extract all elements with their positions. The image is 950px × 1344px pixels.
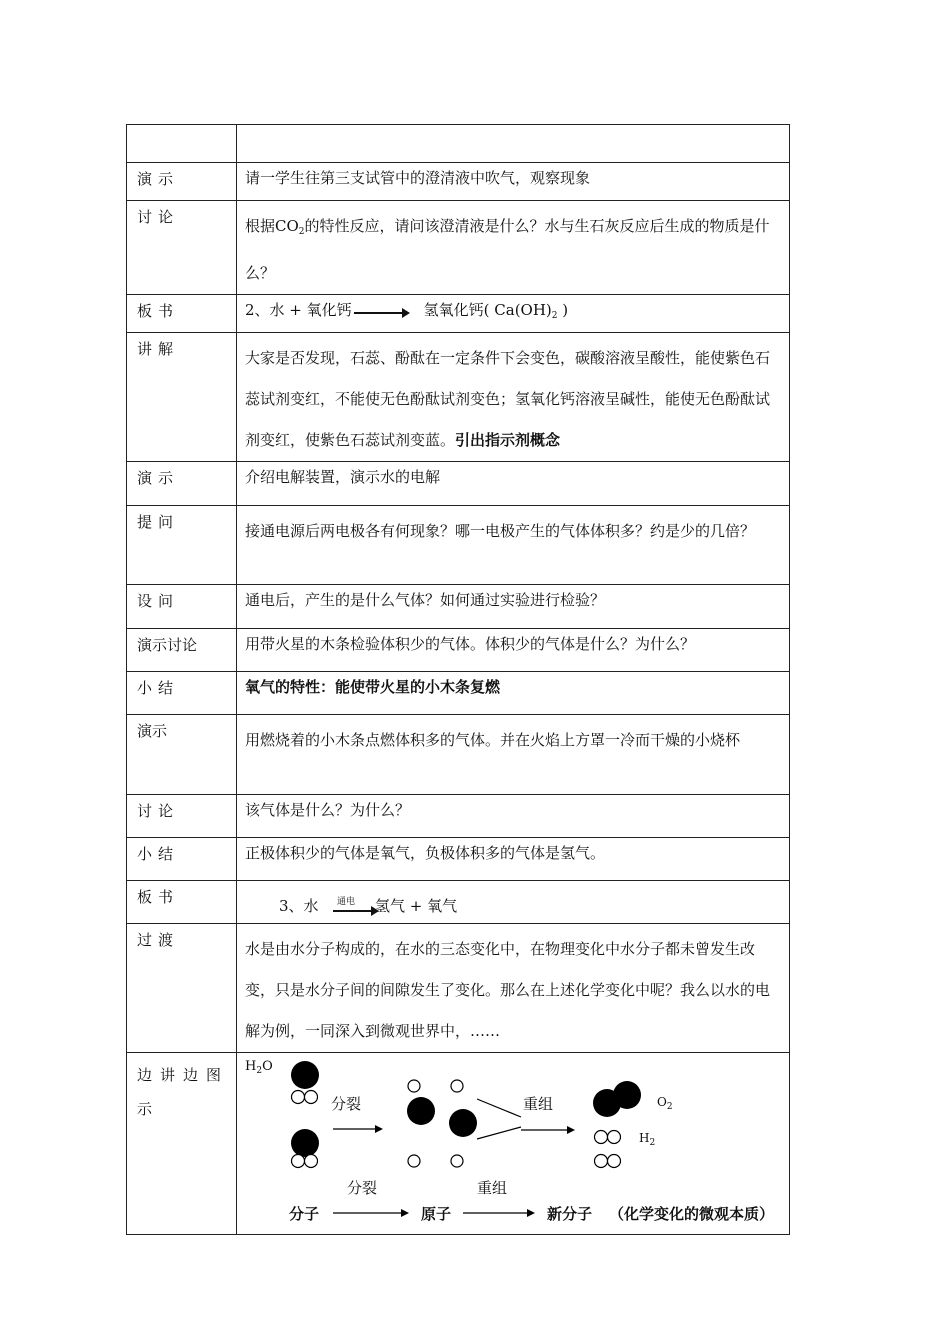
row-label bbox=[127, 125, 237, 163]
bottom-arrow-1-head bbox=[401, 1209, 409, 1217]
molecule-label: 分子 bbox=[289, 1205, 320, 1223]
table-row bbox=[127, 462, 790, 506]
hydrogen-atom bbox=[451, 1080, 463, 1092]
row-content: 介绍电解装置，演示水的电解 bbox=[245, 468, 441, 486]
row-label: 设问 bbox=[127, 585, 237, 629]
table-row bbox=[127, 924, 790, 1053]
oxygen-atom bbox=[407, 1097, 435, 1125]
o2-label: $O_2$ bbox=[657, 1095, 673, 1112]
recombine-line bbox=[477, 1099, 521, 1117]
oxygen-atom bbox=[291, 1129, 319, 1157]
row-content: 用带火星的木条检验体积少的气体。体积少的气体是什么？为什么？ bbox=[245, 635, 696, 653]
table-row bbox=[127, 715, 790, 795]
table-row bbox=[127, 585, 790, 629]
row-content: 该气体是什么？为什么？ bbox=[245, 801, 411, 819]
hydrogen-atom bbox=[595, 1131, 608, 1144]
row-content: 请一学生往第三支试管中的澄清液中吹气，观察现象 bbox=[245, 169, 591, 187]
row-content: 接通电源后两电极各有何现象？哪一电极产生的气体体积多？约是少的几倍？ bbox=[237, 506, 790, 585]
oxygen-atom bbox=[449, 1109, 477, 1137]
table-row bbox=[127, 163, 790, 201]
row-label: 演示 bbox=[127, 462, 237, 506]
row-label: 演示 bbox=[127, 163, 237, 201]
oxygen-atom bbox=[613, 1081, 641, 1109]
table-row bbox=[127, 838, 790, 881]
hydrogen-atom bbox=[595, 1155, 608, 1168]
table-row bbox=[127, 629, 790, 672]
reaction-arrow bbox=[354, 306, 410, 316]
row-label: 小结 bbox=[127, 672, 237, 715]
equation: 3、水 通电 氢气 + 氧气 bbox=[245, 886, 781, 922]
row-content: 正极体积少的气体是氧气，负极体积多的气体是氢气。 bbox=[245, 844, 606, 862]
hydrogen-atom bbox=[292, 1091, 305, 1104]
table-row bbox=[127, 881, 790, 924]
condition-label: 通电 bbox=[337, 897, 356, 907]
recombine-label-bottom: 重组 bbox=[477, 1179, 508, 1197]
recombine-label: 重组 bbox=[523, 1095, 554, 1113]
electrolysis-diagram bbox=[237, 1053, 789, 1233]
row-content: 大家是否发现，石蕊、酚酞在一定条件下会变色，碳酸溶液呈酸性，能使紫色石蕊试剂变红，不能使无色酚酞试剂变色；氢氧化钙溶液呈碱性，能使无色酚酞试剂变红，使紫色石蕊试剂变蓝。引出指示剂概念 bbox=[237, 333, 790, 462]
table-row bbox=[127, 333, 790, 462]
row-label: 边讲边图示 bbox=[127, 1053, 237, 1235]
row-label: 小结 bbox=[127, 838, 237, 881]
table-row bbox=[127, 672, 790, 715]
oxygen-atom bbox=[291, 1061, 319, 1089]
atom-label: 原子 bbox=[421, 1205, 452, 1223]
row-label: 讲解 bbox=[127, 333, 237, 462]
row-content bbox=[237, 125, 790, 163]
row-label: 板书 bbox=[127, 295, 237, 333]
table-row bbox=[127, 295, 790, 333]
table-row bbox=[127, 1053, 790, 1235]
hydrogen-atom bbox=[408, 1155, 420, 1167]
hydrogen-atom bbox=[292, 1155, 305, 1168]
hydrogen-atom bbox=[451, 1155, 463, 1167]
row-label: 演示 bbox=[127, 715, 237, 795]
table-row bbox=[127, 201, 790, 295]
recombine-arrow-head bbox=[567, 1126, 575, 1134]
hydrogen-atom bbox=[408, 1080, 420, 1092]
hydrogen-atom bbox=[608, 1155, 621, 1168]
row-content: 用燃烧着的小木条点燃体积多的气体。并在火焰上方罩一冷而干燥的小烧杯 bbox=[237, 715, 790, 795]
row-label: 过渡 bbox=[127, 924, 237, 1053]
recombine-line bbox=[477, 1127, 521, 1139]
split-label: 分裂 bbox=[331, 1095, 362, 1113]
table-row bbox=[127, 795, 790, 838]
row-content: 氧气的特性：能使带火星的小木条复燃 bbox=[245, 678, 501, 696]
table-row bbox=[127, 125, 790, 163]
table-row bbox=[127, 506, 790, 585]
bottom-arrow-2-head bbox=[527, 1209, 535, 1217]
row-label: 讨论 bbox=[127, 201, 237, 295]
row-content: 通电后，产生的是什么气体？如何通过实验进行检验？ bbox=[245, 591, 606, 609]
split-arrow-head bbox=[375, 1125, 383, 1133]
h2o-label: $H_2O$ bbox=[245, 1059, 273, 1076]
row-label: 板书 bbox=[127, 881, 237, 924]
reaction-arrow bbox=[333, 904, 379, 914]
equation: 2、水 + 氧化钙 氢氧化钙( $Ca(OH)_2$ ) bbox=[245, 301, 569, 321]
hydrogen-atom bbox=[305, 1091, 318, 1104]
split-label-bottom: 分裂 bbox=[347, 1179, 378, 1197]
new-molecule-label: 新分子 bbox=[547, 1205, 593, 1223]
row-label: 演示讨论 bbox=[127, 629, 237, 672]
row-content: 水是由水分子构成的，在水的三态变化中，在物理变化中水分子都未曾发生改变，只是水分子间的间隙发生了变化。那么在上述化学变化中呢？我么以水的电解为例，一同深入到微观世界中，…… bbox=[237, 924, 790, 1053]
hydrogen-atom bbox=[305, 1155, 318, 1168]
row-label: 讨论 bbox=[127, 795, 237, 838]
row-content: 根据$CO_2$的特性反应，请问该澄清液是什么？水与生石灰反应后生成的物质是什么？ bbox=[237, 201, 790, 295]
essence-label: （化学变化的微观本质） bbox=[609, 1205, 775, 1223]
lesson-table bbox=[126, 124, 790, 1235]
row-label: 提问 bbox=[127, 506, 237, 585]
hydrogen-atom bbox=[608, 1131, 621, 1144]
h2-label: $H_2$ bbox=[639, 1131, 656, 1148]
